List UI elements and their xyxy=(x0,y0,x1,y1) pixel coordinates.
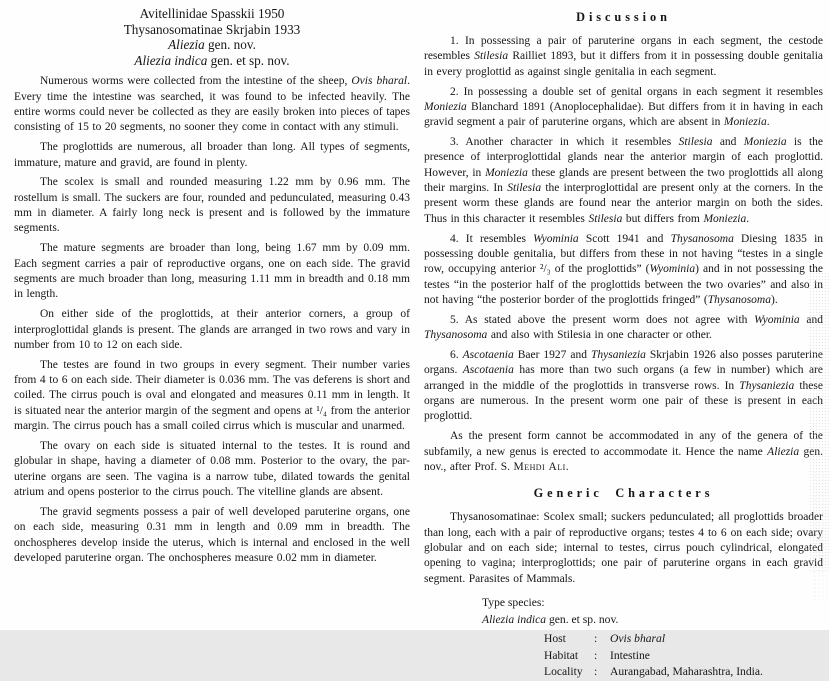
generic-characters-heading: Generic Characters xyxy=(533,486,714,501)
locality-value: Aurangabad, Maharashtra, India. xyxy=(610,665,763,678)
paragraph: The gravid segments possess a pair of well developed paruterine organs, one on each side, measuring 0.31 mm in length and 0.09 mm in breadth. The onchospheres develop inside the uterus, which is internal and enclosed in the well developed paruterine organ. The onchospheres measure 0.02 mm in diameter. xyxy=(14,505,410,564)
type-species-block xyxy=(482,594,823,628)
left-column xyxy=(14,6,410,571)
paragraph: The testes are found in two groups in every segment. Their number varies from 4 to 6 on each side. Their diameter is 0.036 mm. The vas deferens is short and coiled. The cirrus pouch is oval and elongated and measures 0.11 mm in length. It is situated near the anterior margin of the segment and opens at ¹/₄ from the anterior margin. The cirrus pouch has a small coiled cirrus which is muscular and unarmed. xyxy=(14,358,410,433)
paragraph: 4. It resembles Wyominia Scott 1941 and Thysanosoma Diesing 1835 in possessing double genitalia, but differs from these in not having “testes in a single row, occupying anterior ²/₃ of the proglottids” (Wyominia) and in not possessing the testes “in the posterior half of the proglottids between the two ovaries” and also in not having “the posterior border of the proglottids fringed” (Thysanosoma). xyxy=(424,232,824,306)
habitat-row xyxy=(544,648,823,665)
habitat-label: Habitat xyxy=(544,648,579,662)
paragraph: The scolex is small and rounded measuring 1.22 mm by 0.96 mm. The rostellum is small. The suckers are four, rounded and pedunculated, measuring 0.43 mm in diameter. A fairly long neck is present and is followed by the immature segments. xyxy=(14,176,410,235)
locality-separator: : xyxy=(594,665,598,678)
host-row xyxy=(544,631,823,648)
paragraph: Aliezia gen. nov. xyxy=(168,37,256,53)
paragraph: Thysanosomatinae: Scolex small; suckers pedunculated; all proglottids broader than long, each with a pair of reproductive organs; testes 4 to 6 on each side; ovary globular and on each side; internal to testes, cirrus pouch cylindrical, elongated opening to vagina; interproglottids; one pair of paruterine organs in each gravid segment. Parasites of Mammals. xyxy=(424,511,823,585)
paragraph: 2. In possessing a double set of genital organs in each segment it resembles Moniezia Blanchard 1891 (Anoplocephalidae). But differs from it in having in each gravid segment a pair of paruterine organs, which are absent in Moniezia. xyxy=(424,85,823,129)
habitat-separator: : xyxy=(594,648,598,662)
discussion-heading: Discussion xyxy=(576,10,671,24)
paragraph: The mature segments are broader than long, being 1.67 mm by 0.09 mm. Each segment carries a pair of reproductive organs, one on each side. The gravid segments are much broader than long, measuring 1.11 mm in breadth and 0.18 mm in length. xyxy=(14,242,410,301)
specimen-details xyxy=(544,631,823,681)
host-value: Ovis bharal xyxy=(610,632,666,645)
type-species-name: Aliezia indica gen. et sp. nov. xyxy=(482,613,619,626)
generic-characters-paragraphs xyxy=(424,510,823,587)
paragraph: 6. Ascotaenia Baer 1927 and Thysaniezia Skrjabin 1926 also posses paruterine organs. Ascotaenia has more than two such organs (a few in number) which are arranged in the middle of the proglottids in transverse rows. In Thysaniezia these organs are numerous. In the present worm one pair of these is present in each proglottid. xyxy=(424,349,823,423)
paragraph: 1. In possessing a pair of paruterine organs in each segment, the cestode resembles Stilesia Railliet 1893, but it differs from it in possessing double genitalia in every proglottid as against single genitalia in each segment. xyxy=(424,35,823,78)
paragraph: Avitellinidae Spasskii 1950 xyxy=(139,6,285,21)
paragraph: 3. Another character in which it resembles Stilesia and Moniezia is the presence of interproglottidal glands near the anterior margin of each proglottid. However, in Moniezia these glands are present between the two proglottids all along their margins. In Stilesia the interproglottidal are present only at the corners. In the present worm these glands are found near the anterior margin on both the sides. Thus in this character it resembles Stilesia but differs from Moniezia. xyxy=(424,136,823,225)
locality-row xyxy=(544,664,823,681)
right-column xyxy=(424,6,823,681)
discussion-paragraphs xyxy=(424,34,823,475)
paragraph: On either side of the proglottids, at their anterior corners, a group of interproglottidal glands is present. The glands are arranged in two rows and vary in number from 10 to 12 on each side. xyxy=(14,308,410,351)
paragraph: The proglottids are numerous, all broader than long. All types of segments, immature, mature and gravid, are found in plenty. xyxy=(14,141,410,169)
taxon-heading-block xyxy=(14,6,410,68)
description-paragraphs xyxy=(14,74,410,566)
habitat-value: Intestine xyxy=(610,648,650,662)
paragraph: Numerous worms were collected from the intestine of the sheep, Ovis bharal. Every time the intestine was searched, it was found to be infected heavily. The entire worms could never be collected as they are easily broken into pieces of tapes consisting of 15 to 20 segments, no sooner they come in contact with any stimuli. xyxy=(14,75,410,134)
type-species-label: Type species: xyxy=(482,596,545,609)
host-label: Host xyxy=(544,632,566,645)
paragraph: Aliezia indica gen. et sp. nov. xyxy=(134,52,290,68)
paragraph: 5. As stated above the present worm does not agree with Wyominia and Thysanosoma and also with Stilesia in one character or other. xyxy=(424,313,824,342)
paragraph: The ovary on each side is situated internal to the testes. It is round and globular in shape, having a diameter of 0.08 mm. Posterior to the ovary, the par-uterine organs are seen. The vagina is a narrow tube, dilated towards the genital atrium and opens posterior to the cirrus pouch. The vitelline glands are absent. xyxy=(14,439,410,498)
host-separator: : xyxy=(594,632,598,645)
paragraph: Thysanosomatinae Skrjabin 1933 xyxy=(123,21,301,37)
paragraph: As the present form cannot be accommodated in any of the genera of the subfamily, a new genus is erected to accommodate it. Hence the name Aliezia gen. nov., after Prof. S. Mehdi Ali. xyxy=(424,430,823,473)
locality-label: Locality xyxy=(544,665,583,678)
